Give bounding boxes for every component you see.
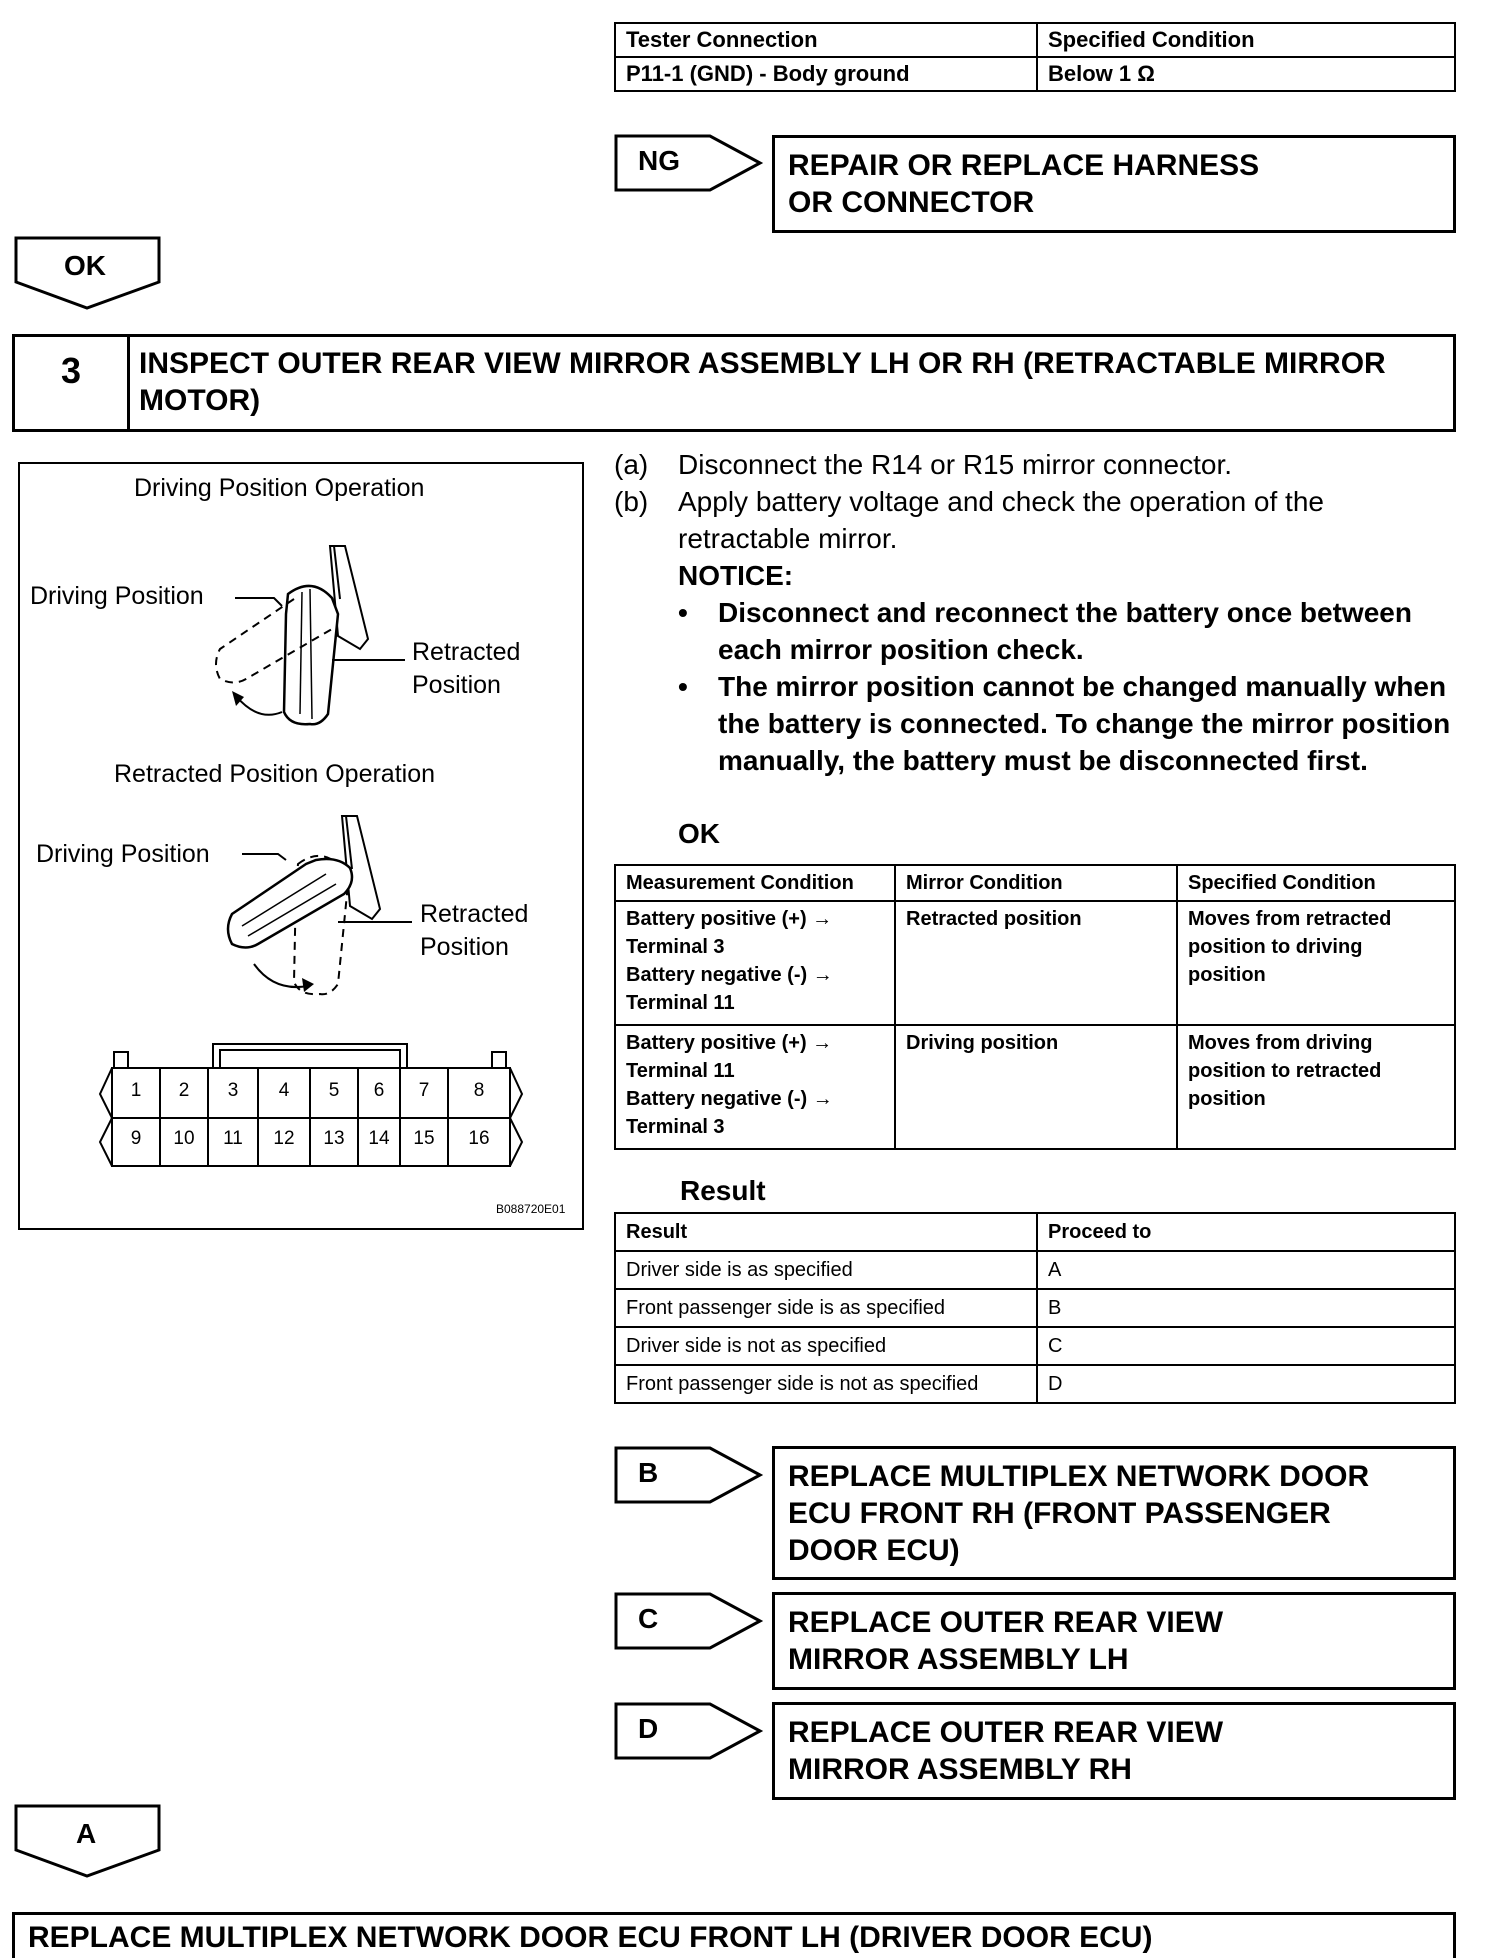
cell-line: Terminal 3	[626, 936, 725, 958]
result-heading: Result	[680, 1175, 766, 1206]
cell-line: Battery positive (+) →	[626, 1032, 833, 1054]
connector-pin: 10	[173, 1128, 195, 1149]
branch-d-action-box: REPLACE OUTER REAR VIEW MIRROR ASSEMBLY RH	[772, 1702, 1456, 1800]
table-row	[615, 57, 1455, 91]
result-table	[614, 1212, 1456, 1404]
cell-line: Battery negative (-) →	[626, 964, 833, 986]
a-label: A	[76, 1818, 97, 1849]
step-a-marker: (a)	[614, 449, 649, 480]
branch-d-arrow-tag	[614, 1702, 764, 1762]
table-header-cell: Specified Condition	[1037, 23, 1455, 57]
connector-pin: 7	[418, 1080, 430, 1101]
connector-pin: 16	[468, 1128, 490, 1149]
connector-pin: 2	[178, 1080, 190, 1101]
connector-pin: 12	[273, 1128, 295, 1149]
table-header-cell: Mirror Condition	[895, 865, 1177, 901]
table-cell	[615, 1025, 895, 1149]
table-row	[615, 901, 1455, 1025]
cell-line: Terminal 3	[626, 1116, 725, 1138]
cell-line: Battery negative (-) →	[626, 1088, 833, 1110]
tester-connection-table	[614, 22, 1456, 92]
retracted-position-label-2-line1: Retracted	[420, 900, 529, 928]
ng-action-box: REPAIR OR REPLACE HARNESS OR CONNECTOR	[772, 135, 1456, 233]
table-row	[615, 1025, 1455, 1149]
branch-b-label: B	[638, 1457, 659, 1488]
step-a-text: Disconnect the R14 or R15 mirror connector.	[678, 449, 1233, 480]
ok-down-arrow	[14, 236, 162, 312]
driving-position-label-1: Driving Position	[30, 582, 204, 610]
table-cell: Driver side is as specified	[615, 1251, 1037, 1289]
table-header-cell: Tester Connection	[615, 23, 1037, 57]
table-cell: Moves from retracted position to driving position	[1177, 901, 1455, 1025]
step-b-text: Apply battery voltage and check the operation of the retractable mirror.	[678, 486, 1324, 554]
table-cell	[615, 901, 895, 1025]
table-cell: Moves from driving position to retracted position	[1177, 1025, 1455, 1149]
table-header-cell: Specified Condition	[1177, 865, 1455, 901]
table-header-cell: Measurement Condition	[615, 865, 895, 901]
driving-position-label-2: Driving Position	[36, 840, 210, 868]
table-row	[615, 1327, 1455, 1365]
bullet-dot: •	[678, 671, 688, 702]
table-cell: P11-1 (GND) - Body ground	[615, 57, 1037, 91]
branch-c-action-box: REPLACE OUTER REAR VIEW MIRROR ASSEMBLY LH	[772, 1592, 1456, 1690]
ok-label: OK	[64, 250, 106, 281]
table-cell: Front passenger side is not as specified	[615, 1365, 1037, 1403]
arrow-tag-icon	[614, 1702, 764, 1762]
table-row	[615, 1289, 1455, 1327]
connector-pin: 13	[323, 1128, 345, 1149]
retracted-position-label-1-line2: Position	[412, 671, 501, 699]
connector-pin: 15	[413, 1128, 435, 1149]
table-header-row	[615, 865, 1455, 901]
figure-caption-driving-operation: Driving Position Operation	[134, 474, 425, 502]
arrow-tag-icon	[614, 1592, 764, 1652]
table-header-row	[615, 23, 1455, 57]
ng-arrow-tag	[614, 134, 764, 194]
a-down-arrow	[14, 1804, 162, 1880]
table-row	[615, 1251, 1455, 1289]
branch-c-label: C	[638, 1603, 659, 1634]
table-cell: Retracted position	[895, 901, 1177, 1025]
connector-pin: 1	[130, 1080, 142, 1101]
figure-code: B088720E01	[496, 1202, 566, 1216]
table-row	[615, 1365, 1455, 1403]
table-cell: Driver side is not as specified	[615, 1327, 1037, 1365]
branch-c-arrow-tag	[614, 1592, 764, 1652]
table-cell: D	[1037, 1365, 1455, 1403]
connector-pin: 8	[473, 1080, 485, 1101]
table-cell: Driving position	[895, 1025, 1177, 1149]
step-b-marker: (b)	[614, 486, 649, 517]
notice-bullet-2: The mirror position cannot be changed manually when the battery is connected. To change the mirror position manually, the battery must be disconnected first.	[718, 671, 1451, 776]
cell-line: Terminal 11	[626, 992, 735, 1014]
connector-pin: 4	[278, 1080, 290, 1101]
branch-b-arrow-tag	[614, 1446, 764, 1506]
cell-line: Battery positive (+) →	[626, 908, 833, 930]
notice-bullet-1: Disconnect and reconnect the battery once between each mirror position check.	[718, 597, 1412, 665]
connector-pin: 3	[227, 1080, 239, 1101]
notice-label: NOTICE:	[678, 560, 794, 591]
branch-d-label: D	[638, 1713, 659, 1744]
connector-pin: 5	[328, 1080, 340, 1101]
arrow-tag-icon	[614, 1446, 764, 1506]
connector-pin: 11	[223, 1128, 243, 1149]
final-action-box: REPLACE MULTIPLEX NETWORK DOOR ECU FRONT LH (DRIVER DOOR ECU)	[12, 1912, 1456, 1958]
ok-criteria-label: OK	[678, 818, 720, 849]
retracted-position-label-2-line2: Position	[420, 933, 509, 961]
arrow-tag-icon	[614, 134, 764, 194]
table-cell: Below 1 Ω	[1037, 57, 1455, 91]
table-header-cell: Proceed to	[1037, 1213, 1455, 1251]
retracted-position-label-1-line1: Retracted	[412, 638, 521, 666]
mirror-figure	[18, 462, 584, 1230]
table-header-cell: Result	[615, 1213, 1037, 1251]
cell-line: Terminal 11	[626, 1060, 735, 1082]
measurement-table	[614, 864, 1456, 1150]
step-header	[12, 334, 1456, 432]
figure-caption-retracted-operation: Retracted Position Operation	[114, 760, 436, 788]
table-cell: B	[1037, 1289, 1455, 1327]
step-number: 3	[15, 337, 130, 429]
step-title: INSPECT OUTER REAR VIEW MIRROR ASSEMBLY LH OR RH (RETRACTABLE MIRROR MOTOR)	[139, 347, 1386, 417]
ng-label: NG	[638, 145, 680, 176]
table-header-row	[615, 1213, 1455, 1251]
connector-pin: 14	[368, 1128, 390, 1149]
bullet-dot: •	[678, 597, 688, 628]
connector-pin: 6	[373, 1080, 385, 1101]
table-cell: Front passenger side is as specified	[615, 1289, 1037, 1327]
table-cell: C	[1037, 1327, 1455, 1365]
table-cell: A	[1037, 1251, 1455, 1289]
connector-pin: 9	[130, 1128, 142, 1149]
branch-b-action-box: REPLACE MULTIPLEX NETWORK DOOR ECU FRONT RH (FRONT PASSENGER DOOR ECU)	[772, 1446, 1456, 1580]
